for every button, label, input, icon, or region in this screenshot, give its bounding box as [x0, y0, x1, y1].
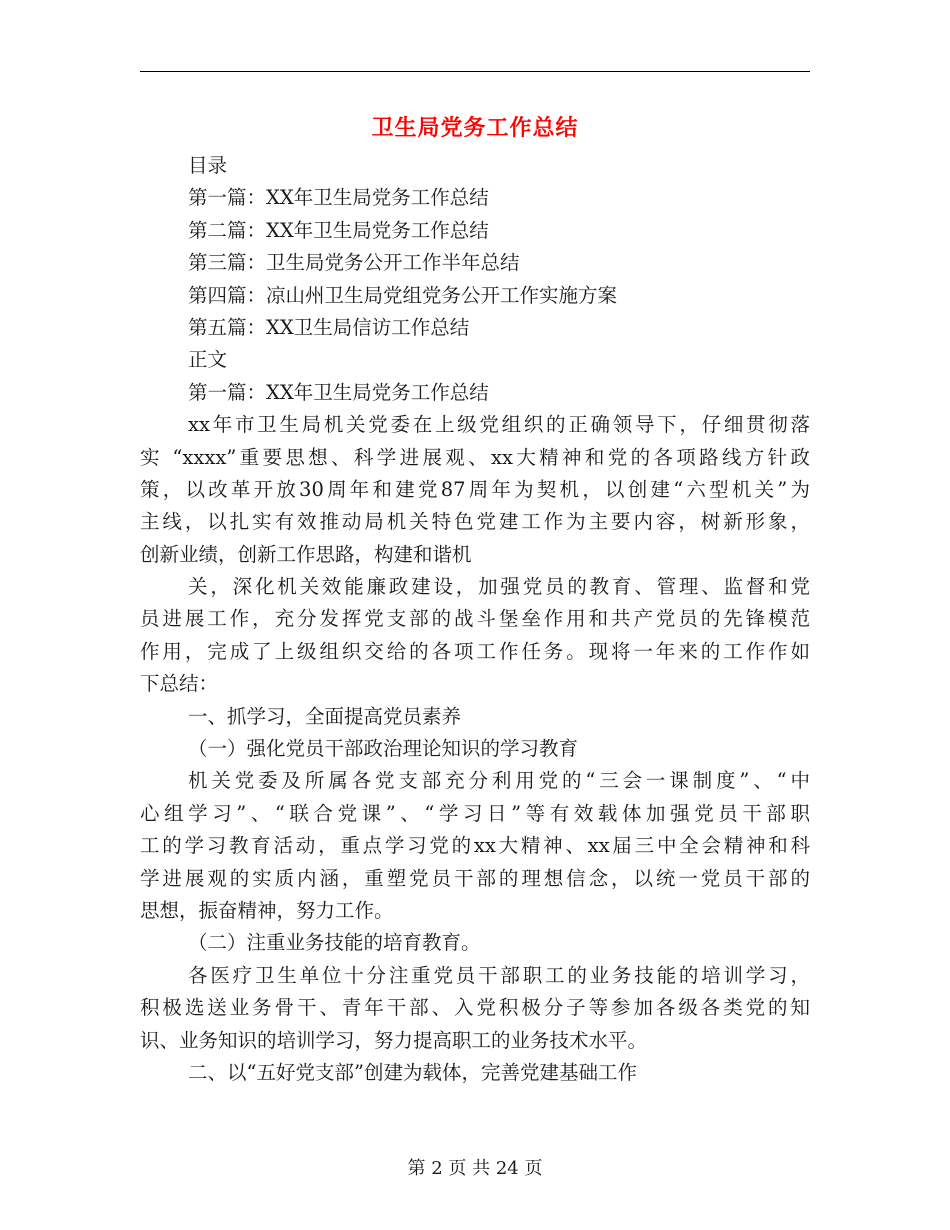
- section-title: 第一篇：XX年卫生局党务工作总结: [188, 380, 489, 404]
- toc-item: 第二篇：XX年卫生局党务工作总结: [188, 218, 489, 242]
- toc-item: 第三篇：卫生局党务公开工作半年总结: [188, 251, 520, 275]
- paragraph-line: 员进展工作，充分发挥党支部的战斗堡垒作用和共产党员的先锋模范: [140, 607, 810, 631]
- subsection-heading: （一）强化党员干部政治理论知识的学习教育: [188, 737, 579, 761]
- paragraph-line: 机关党委及所属各党支部充分利用党的“三会一课制度”、“中: [188, 769, 810, 793]
- subsection-heading: （二）注重业务技能的培育教育。: [188, 931, 481, 955]
- toc-item: 第一篇：XX年卫生局党务工作总结: [188, 186, 489, 210]
- page-number: 第 2 页 共 24 页: [407, 1158, 543, 1179]
- header-rule: [140, 71, 810, 72]
- paragraph-line: 实 “xxxx”重要思想、科学进展观、xx大精神和党的各项路线方针政: [140, 445, 810, 469]
- paragraph-line: xx年市卫生局机关党委在上级党组织的正确领导下，仔细贯彻落: [188, 413, 810, 437]
- section-heading: 二、以“五好党支部”创建为载体，完善党建基础工作: [188, 1060, 637, 1084]
- paragraph-line: 识、业务知识的培训学习，努力提高职工的业务技术水平。: [140, 1028, 648, 1052]
- paragraph-line: 关，深化机关效能廉政建设，加强党员的教育、管理、监督和党: [188, 575, 810, 599]
- toc-item: 第四篇：凉山州卫生局党组党务公开工作实施方案: [188, 283, 618, 307]
- document-title: 卫生局党务工作总结: [371, 115, 579, 141]
- paragraph-line: 工的学习教育活动，重点学习党的xx大精神、xx届三中全会精神和科: [140, 834, 810, 858]
- paragraph-line: 主线，以扎实有效推动局机关特色党建工作为主要内容，树新形象，: [140, 510, 810, 534]
- body-heading: 正文: [188, 348, 228, 372]
- document-body: [140, 150, 810, 1089]
- toc-heading: 目录: [188, 154, 228, 177]
- paragraph-line: 创新业绩，创新工作思路，构建和谐机: [140, 542, 472, 566]
- paragraph-line: 积极选送业务骨干、青年干部、入党积极分子等参加各级各类党的知: [140, 996, 810, 1020]
- paragraph-line: 下总结：: [140, 672, 219, 696]
- toc-item: 第五篇：XX卫生局信访工作总结: [188, 315, 470, 339]
- section-heading: 一、抓学习，全面提高党员素养: [188, 704, 462, 728]
- paragraph-line: 思想，振奋精神，努力工作。: [140, 898, 394, 922]
- paragraph-line: 心组学习”、“联合党课”、“学习日”等有效载体加强党员干部职: [140, 801, 810, 825]
- paragraph-line: 各医疗卫生单位十分注重党员干部职工的业务技能的培训学习，: [188, 963, 810, 987]
- paragraph-line: 作用，完成了上级组织交给的各项工作任务。现将一年来的工作作如: [140, 639, 810, 663]
- paragraph-line: 学进展观的实质内涵，重塑党员干部的理想信念，以统一党员干部的: [140, 866, 810, 890]
- paragraph-line: 策，以改革开放30周年和建党87周年为契机，以创建“六型机关”为: [140, 477, 810, 501]
